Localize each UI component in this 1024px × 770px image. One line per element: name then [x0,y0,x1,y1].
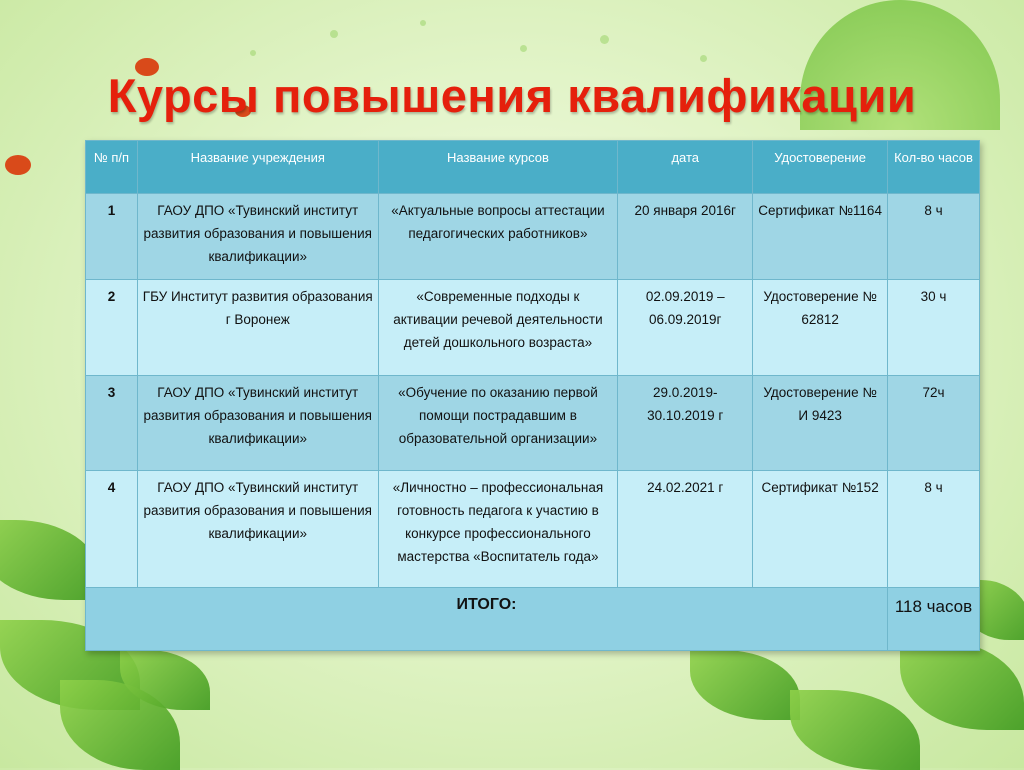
cell-institution: ГАОУ ДПО «Тувинский институт развития образования и повышения квалификации» [137,376,378,471]
cell-institution: ГБУ Институт развития образования г Воронеж [137,280,378,376]
cell-course: «Личностно – профессиональная готовность педагога к участию в конкурсе профессионального мастерства «Воспитатель года» [378,471,618,588]
header-certificate: Удостоверение [753,141,888,194]
cell-num: 2 [86,280,138,376]
cell-institution: ГАОУ ДПО «Тувинский институт развития образования и повышения квалификации» [137,471,378,588]
header-num: № п/п [86,141,138,194]
cell-hours: 8 ч [888,471,980,588]
table-header-row [86,141,980,194]
cell-date: 29.0.2019- 30.10.2019 г [618,376,753,471]
cell-certificate: Удостоверение № И 9423 [753,376,888,471]
total-label: ИТОГО: [86,588,888,651]
cell-date: 20 января 2016г [618,194,753,280]
header-hours: Кол-во часов [888,141,980,194]
header-course: Название курсов [378,141,618,194]
ladybug-icon [5,155,31,175]
courses-table [85,140,980,651]
cell-course: «Обучение по оказанию первой помощи пострадавшим в образовательной организации» [378,376,618,471]
cell-institution: ГАОУ ДПО «Тувинский институт развития образования и повышения квалификации» [137,194,378,280]
cell-course: «Современные подходы к активации речевой деятельности детей дошкольного возраста» [378,280,618,376]
table-row [86,376,980,471]
cell-date: 02.09.2019 – 06.09.2019г [618,280,753,376]
table-row [86,471,980,588]
cell-course: «Актуальные вопросы аттестации педагогических работников» [378,194,618,280]
cell-num: 3 [86,376,138,471]
cell-hours: 30 ч [888,280,980,376]
table-row [86,194,980,280]
cell-num: 4 [86,471,138,588]
total-row [86,588,980,651]
header-institution: Название учреждения [137,141,378,194]
table-row [86,280,980,376]
total-value: 118 часов [888,588,980,651]
cell-hours: 72ч [888,376,980,471]
header-date: дата [618,141,753,194]
cell-hours: 8 ч [888,194,980,280]
cell-num: 1 [86,194,138,280]
cell-certificate: Сертификат №152 [753,471,888,588]
cell-date: 24.02.2021 г [618,471,753,588]
cell-certificate: Удостоверение № 62812 [753,280,888,376]
cell-certificate: Сертификат №1164 [753,194,888,280]
slide-title: Курсы повышения квалификации [107,69,917,122]
